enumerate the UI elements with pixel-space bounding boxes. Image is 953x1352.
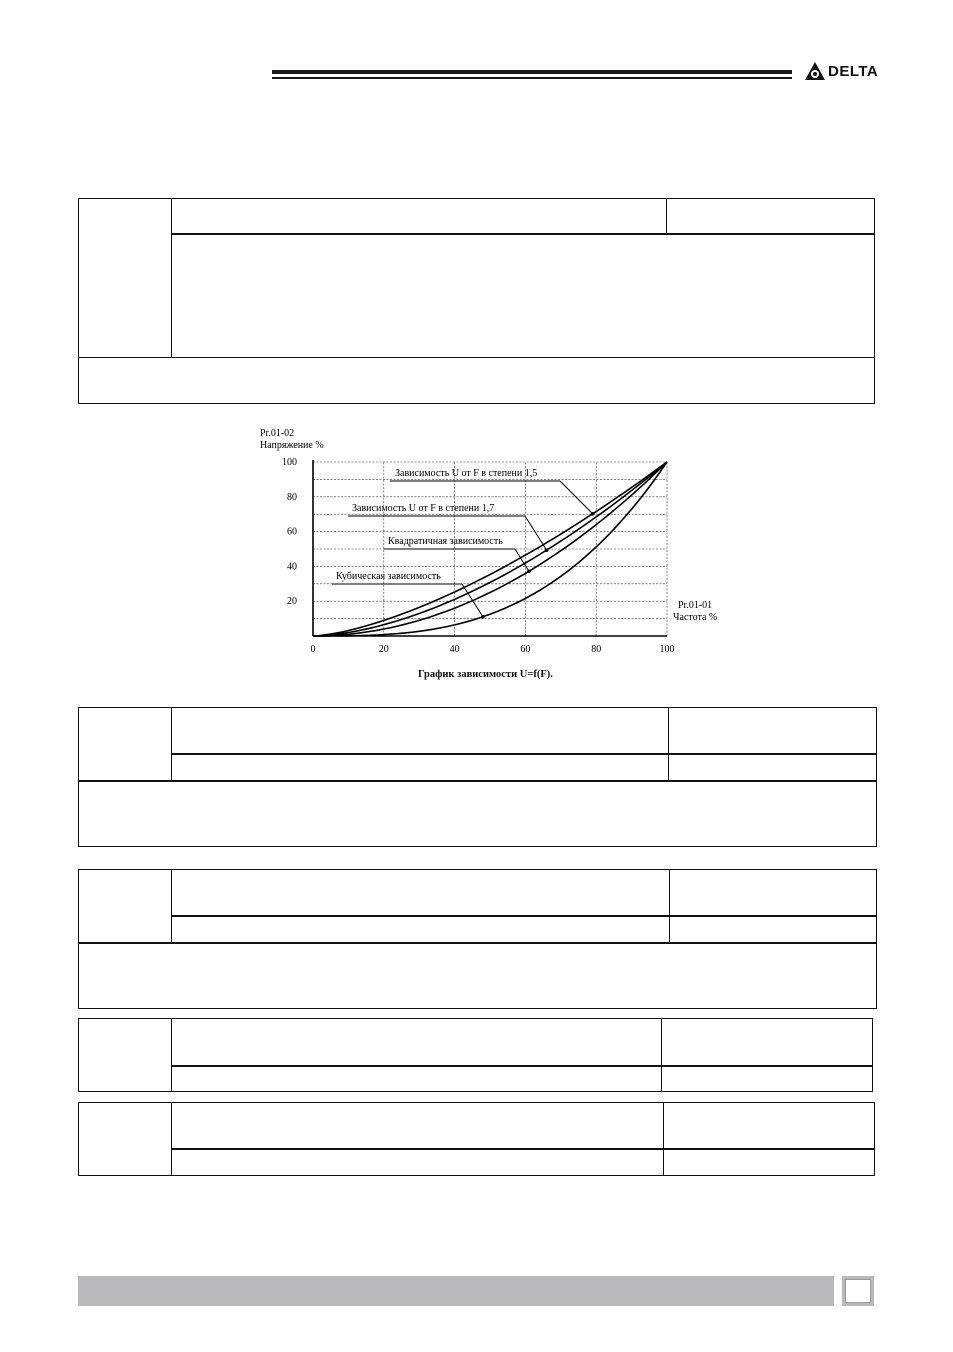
header-rule-thick bbox=[272, 70, 792, 74]
table-divider bbox=[79, 942, 877, 944]
y-param-label: Pr.01-02 bbox=[260, 428, 295, 439]
table-divider bbox=[663, 1103, 664, 1176]
chart-caption: График зависимости U=f(F). bbox=[418, 669, 553, 680]
leader-arrowhead bbox=[527, 569, 531, 573]
delta-triangle-icon bbox=[804, 61, 826, 81]
param-table-3 bbox=[78, 869, 877, 1009]
x-tick-label: 20 bbox=[378, 644, 389, 655]
y-axis-label: Напряжение % bbox=[260, 440, 324, 451]
param-table-2 bbox=[78, 707, 877, 847]
x-param-label: Pr.01-01 bbox=[678, 600, 713, 611]
leader-line bbox=[462, 584, 483, 617]
page-number bbox=[845, 1279, 871, 1303]
table-divider bbox=[669, 870, 670, 943]
table-divider bbox=[79, 780, 877, 782]
legend-label-1-5: Зависимость U от F в степени 1,5 bbox=[395, 468, 538, 479]
legend-label-1-7: Зависимость U от F в степени 1,7 bbox=[352, 503, 495, 514]
table-divider bbox=[171, 1103, 172, 1176]
x-tick-label: 100 bbox=[659, 644, 675, 655]
x-tick-label: 80 bbox=[591, 644, 602, 655]
table-divider bbox=[171, 870, 172, 943]
chart-axes bbox=[313, 460, 667, 636]
param-table-5 bbox=[78, 1102, 875, 1176]
x-tick-label: 0 bbox=[310, 644, 316, 655]
table-divider bbox=[171, 1065, 873, 1067]
leader-line bbox=[560, 481, 593, 514]
chart-ticks bbox=[282, 457, 675, 655]
legend-label-cubic: Кубическая зависимость bbox=[336, 571, 441, 582]
table-divider bbox=[171, 753, 877, 755]
header-rule-thin bbox=[272, 77, 792, 79]
x-tick-label: 60 bbox=[520, 644, 531, 655]
y-tick-label: 60 bbox=[287, 526, 297, 538]
chart-leaders bbox=[332, 481, 594, 619]
footer-bar bbox=[78, 1276, 834, 1306]
table-divider bbox=[171, 233, 875, 235]
table-divider bbox=[661, 1019, 662, 1092]
param-table-4 bbox=[78, 1018, 873, 1092]
x-axis-label: Частота % bbox=[673, 612, 718, 623]
leader-arrowhead bbox=[591, 512, 595, 516]
delta-logo-text: DELTA bbox=[828, 62, 879, 80]
table-divider bbox=[171, 199, 172, 357]
leader-arrowhead bbox=[481, 615, 485, 619]
table-divider bbox=[171, 708, 172, 781]
delta-logo bbox=[804, 58, 880, 84]
page-number-box bbox=[842, 1276, 874, 1306]
table-divider bbox=[171, 1019, 172, 1092]
u-f-chart bbox=[240, 420, 740, 690]
y-tick-label: 80 bbox=[287, 491, 297, 503]
y-tick-label: 100 bbox=[282, 457, 297, 468]
leader-arrowhead bbox=[545, 548, 549, 552]
param-table-1 bbox=[78, 198, 875, 404]
leader-line bbox=[525, 516, 547, 550]
table-divider bbox=[668, 708, 669, 781]
legend-label-quadratic: Квадратичная зависимость bbox=[388, 536, 503, 547]
y-tick-label: 20 bbox=[287, 596, 297, 608]
table-divider bbox=[171, 1148, 875, 1150]
y-tick-label: 40 bbox=[287, 561, 297, 573]
table-divider bbox=[171, 915, 877, 917]
table-divider bbox=[79, 357, 875, 358]
table-divider bbox=[666, 199, 667, 234]
x-tick-label: 40 bbox=[449, 644, 460, 655]
